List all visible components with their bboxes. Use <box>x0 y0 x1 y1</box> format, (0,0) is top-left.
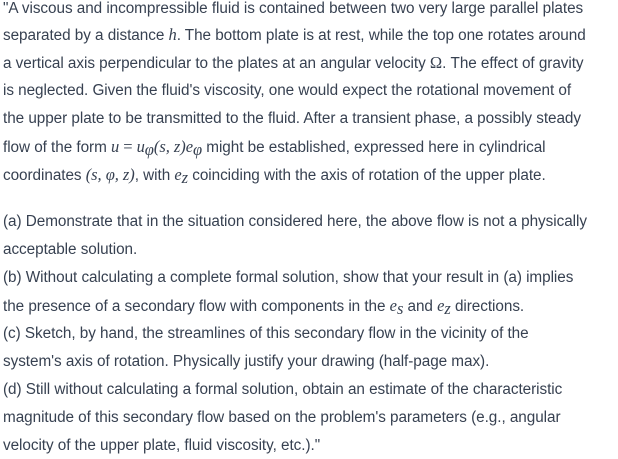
math-e-phi: e <box>185 137 193 156</box>
math-e-z: e <box>174 165 182 184</box>
text-line-6: flow of the form $u = u_\varphi(s$, $z)e_\varphi$ might be established, expressed here in cylindrical <box>3 137 546 159</box>
math-u-phi: u <box>136 137 145 156</box>
question-b-line-2: the presence of a secondary flow with components in the $e_s$ and $e_z$ directions. <box>3 296 525 318</box>
question-c-line-1: (c) Sketch, by hand, the streamlines of this secondary flow in the vicinity of the <box>3 325 529 342</box>
text-line-5: the upper plate to be transmitted to the fluid. After a transient phase, a possibly steady <box>3 110 581 127</box>
question-a-line-1: (a) Demonstrate that in the situation considered here, the above flow is not a physically <box>3 213 587 230</box>
text-line-3: a vertical axis perpendicular to the plates at an angular velocity Ω. The effect of gravity <box>3 53 584 72</box>
text-line-1: "A viscous and incompressible fluid is contained between two very large parallel plates <box>3 0 584 17</box>
question-d-line-3: velocity of the upper plate, fluid viscosity, etc.)." <box>3 437 321 454</box>
text-line-7: coordinates (s, φ, z), with $e_z$ coinciding with the axis of rotation of the upper plate. <box>3 165 546 187</box>
text-line-2: separated by a distance h. The bottom plate is at rest, while the top one rotates around <box>3 25 586 44</box>
question-a-line-2: acceptable solution. <box>3 241 138 258</box>
question-b-line-1: (b) Without calculating a complete formal solution, show that your result in (a) implies <box>3 269 574 286</box>
question-c-line-2: system's axis of rotation. Physically justify your drawing (half-page max). <box>3 353 490 370</box>
question-d-line-1: (d) Still without calculating a formal solution, obtain an estimate of the characteristic <box>3 381 563 398</box>
question-d-line-2: magnitude of this secondary flow based on the problem's parameters (e.g., angular <box>3 409 561 426</box>
math-h: h <box>168 25 177 44</box>
math-u: u <box>110 137 120 156</box>
math-omega: Ω <box>429 53 443 72</box>
text-line-4: is neglected. Given the fluid's viscosity, one would expect the rotational movement of <box>3 82 572 99</box>
math-coordinates: (s, φ, z) <box>85 165 135 184</box>
math-args: (s, z) <box>153 137 186 156</box>
math-e-s: e <box>389 296 397 315</box>
math-e-z-2: e <box>437 296 445 315</box>
